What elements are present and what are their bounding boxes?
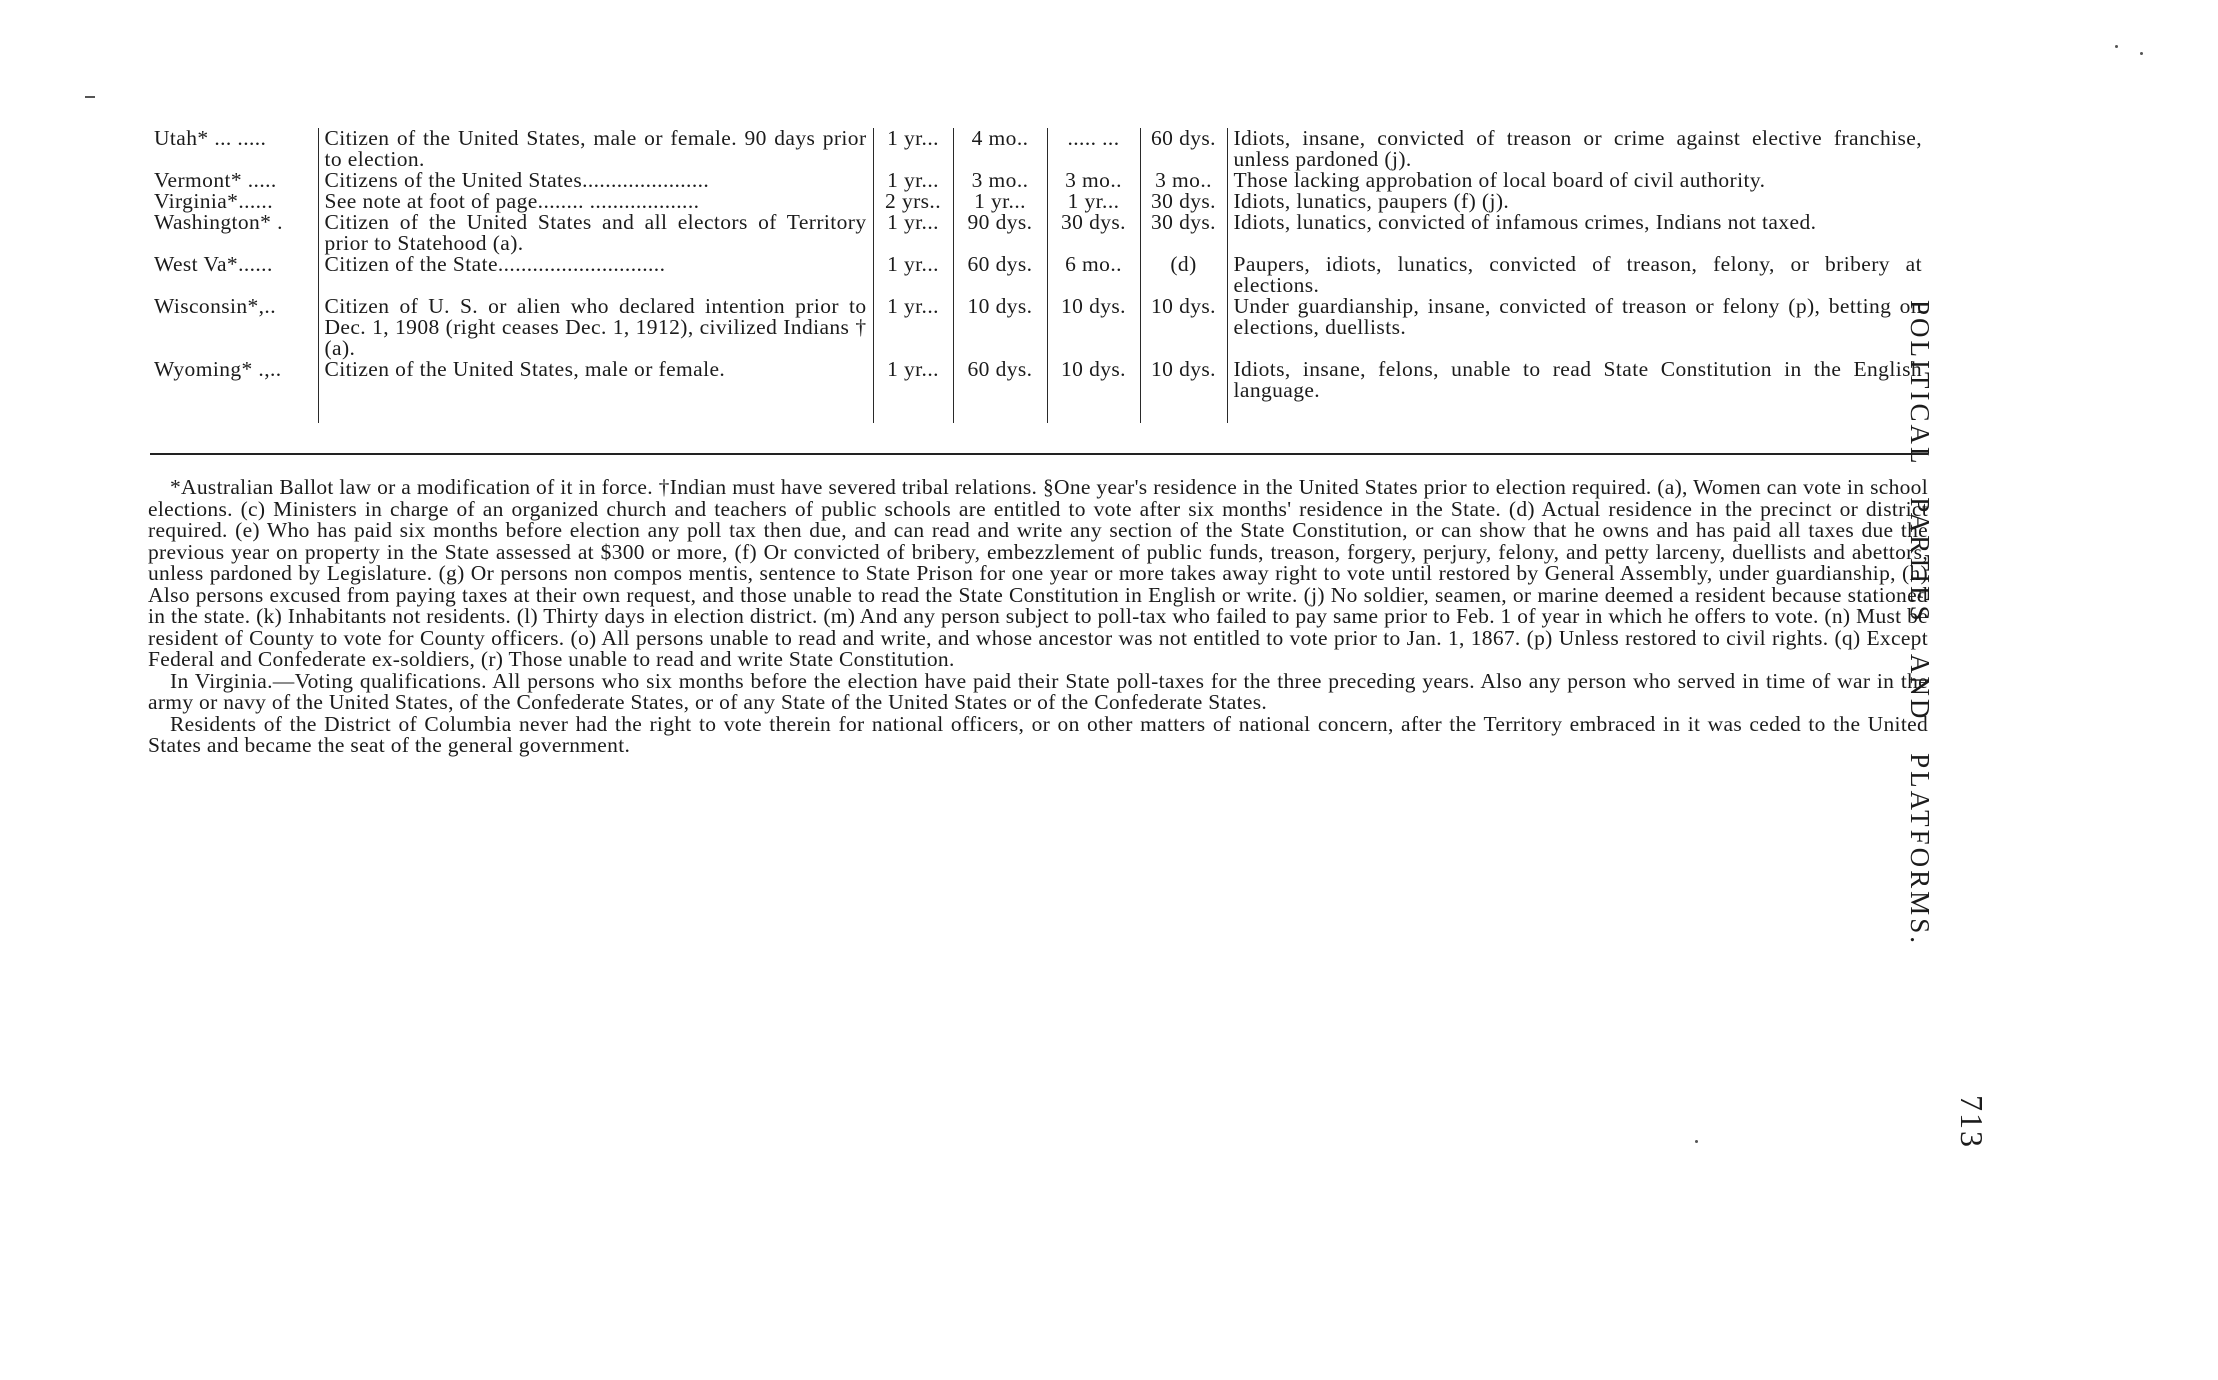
- table-row-virginia: [148, 191, 1928, 212]
- town-residence-cell: 3 mo..: [1140, 170, 1227, 191]
- town-residence-cell: 10 dys.: [1140, 359, 1227, 401]
- county-residence-cell: 1 yr...: [953, 191, 1047, 212]
- paper-speck: [2115, 45, 2118, 48]
- state-residence-cell: 2 yrs..: [873, 191, 953, 212]
- town-residence-cell: (d): [1140, 254, 1227, 296]
- footnote-district-of-columbia: Residents of the District of Columbia never had the right to vote therein for national officers, or on other matters of national concern, after the Territory embraced in it was ceded to the United States and became the seat of the general government.: [148, 711, 1928, 757]
- disqualified-cell: Those lacking approbation of local board of civil authority.: [1227, 170, 1928, 191]
- qualification-cell: See note at foot of page........ ...................: [318, 191, 873, 212]
- qualification-cell: Citizens of the United States......................: [318, 170, 873, 191]
- town-residence-cell: 10 dys.: [1140, 296, 1227, 359]
- paper-speck: [1695, 1140, 1698, 1143]
- qualification-cell: Citizen of the State.............................: [318, 254, 873, 296]
- precinct-residence-cell: 10 dys.: [1047, 296, 1140, 359]
- state-residence-cell: 1 yr...: [873, 128, 953, 170]
- table-row-vermont: [148, 170, 1928, 191]
- qualification-cell: Citizen of the United States, male or female. 90 days prior to election.: [318, 128, 873, 170]
- qualification-cell: Citizen of the United States and all electors of Territory prior to Statehood (a).: [318, 212, 873, 254]
- precinct-residence-cell: 6 mo..: [1047, 254, 1140, 296]
- page-number: 713: [1954, 1095, 1990, 1149]
- table-spacer-row: [148, 401, 1928, 423]
- table-row-wyoming: [148, 359, 1928, 401]
- precinct-residence-cell: 3 mo..: [1047, 170, 1140, 191]
- county-residence-cell: 60 dys.: [953, 359, 1047, 401]
- precinct-residence-cell: 30 dys.: [1047, 212, 1140, 254]
- table-row-utah: [148, 128, 1928, 170]
- state-residence-cell: 1 yr...: [873, 212, 953, 254]
- state-residence-cell: 1 yr...: [873, 254, 953, 296]
- footnote-virginia: In Virginia.—Voting qualifications. All persons who six months before the election have paid their State poll-taxes for the three preceding years. Also any person who served in time of war in the army or navy of the United States, of the Confederate States, or of any State of the United States or of the Confederate States.: [148, 668, 1928, 714]
- state-name: West Va*......: [154, 252, 273, 276]
- table-row-washington: [148, 212, 1928, 254]
- precinct-residence-cell: 1 yr...: [1047, 191, 1140, 212]
- qualification-cell: Citizen of U. S. or alien who declared intention prior to Dec. 1, 1908 (right ceases Dec. 1, 1912), civilized Indians † (a).: [318, 296, 873, 359]
- table-row-west-virginia: [148, 254, 1928, 296]
- qualification-cell: Citizen of the United States, male or female.: [318, 359, 873, 401]
- county-residence-cell: 90 dys.: [953, 212, 1047, 254]
- state-residence-cell: 1 yr...: [873, 170, 953, 191]
- state-residence-cell: 1 yr...: [873, 359, 953, 401]
- town-residence-cell: 60 dys.: [1140, 128, 1227, 170]
- table-row-wisconsin: [148, 296, 1928, 359]
- county-residence-cell: 10 dys.: [953, 296, 1047, 359]
- table-bottom-rule: [150, 453, 1928, 455]
- town-residence-cell: 30 dys.: [1140, 191, 1227, 212]
- disqualified-cell: Under guardianship, insane, convicted of treason or felony (p), betting on elections, duellists.: [1227, 296, 1928, 359]
- state-name: Vermont* .....: [154, 168, 277, 192]
- state-name: Wisconsin*,..: [154, 294, 276, 318]
- state-name: Washington* .: [154, 210, 283, 234]
- precinct-residence-cell: 10 dys.: [1047, 359, 1140, 401]
- footnote-general: *Australian Ballot law or a modification of it in force. †Indian must have severed tribal relations. §One year's residence in the United States prior to election required. (a), Women can vote in school elections. (c) Ministers in charge of an organized church and teachers of public schools are entitled to vote after six months' residence in the State. (d) Actual residence in the precinct or district required. (e) Who has paid six months before election any poll tax then due, and can read and write any section of the State Constitution, or can show that he owns and has paid all taxes due the previous year on property in the State assessed at $300 or more, (f) Or convicted of bribery, embezzlement of public funds, treason, forgery, perjury, felony, and petty larceny, duellists and abettors, unless pardoned by Legislature. (g) Or persons non compos mentis, sentence to State Prison for one year or more takes away right to vote until restored by General Assembly, under guardianship, (h) Also persons excused from paying taxes at their own request, and those unable to read the State Constitution in English or write. (j) No soldier, seamen, or marine deemed a resident because stationed in the state. (k) Inhabitants not residents. (l) Thirty days in election district. (m) And any person subject to poll-tax who failed to pay same prior to Feb. 1 of year in which he offers to vote. (n) Must be resident of County to vote for County officers. (o) All persons unable to read and write, and whose ancestor was not entitled to vote prior to Jan. 1, 1867. (p) Unless restored to civil rights. (q) Except Federal and Confederate ex-soldiers, (r) Those unable to read and write State Constitution.: [148, 475, 1929, 671]
- disqualified-cell: Paupers, idiots, lunatics, convicted of treason, felony, or bribery at elections.: [1227, 254, 1928, 296]
- running-head: POLITICAL PARTIES AND PLATFORMS.: [1905, 300, 1935, 946]
- precinct-residence-cell: ..... ...: [1047, 128, 1140, 170]
- paper-speck: [85, 96, 95, 98]
- county-residence-cell: 4 mo..: [953, 128, 1047, 170]
- state-residence-cell: 1 yr...: [873, 296, 953, 359]
- paper-speck: [2140, 52, 2143, 55]
- suffrage-table: [148, 128, 1928, 423]
- disqualified-cell: Idiots, lunatics, paupers (f) (j).: [1227, 191, 1928, 212]
- county-residence-cell: 60 dys.: [953, 254, 1047, 296]
- disqualified-cell: Idiots, insane, convicted of treason or crime against elective franchise, unless pardoned (j).: [1227, 128, 1928, 170]
- disqualified-cell: Idiots, lunatics, convicted of infamous crimes, Indians not taxed.: [1227, 212, 1928, 254]
- county-residence-cell: 3 mo..: [953, 170, 1047, 191]
- state-name: Utah* ... .....: [154, 126, 267, 150]
- state-name: Virginia*......: [154, 189, 273, 213]
- state-name: Wyoming* .,..: [154, 357, 282, 381]
- footnotes: [148, 477, 1928, 757]
- disqualified-cell: Idiots, insane, felons, unable to read State Constitution in the English language.: [1227, 359, 1928, 401]
- town-residence-cell: 30 dys.: [1140, 212, 1227, 254]
